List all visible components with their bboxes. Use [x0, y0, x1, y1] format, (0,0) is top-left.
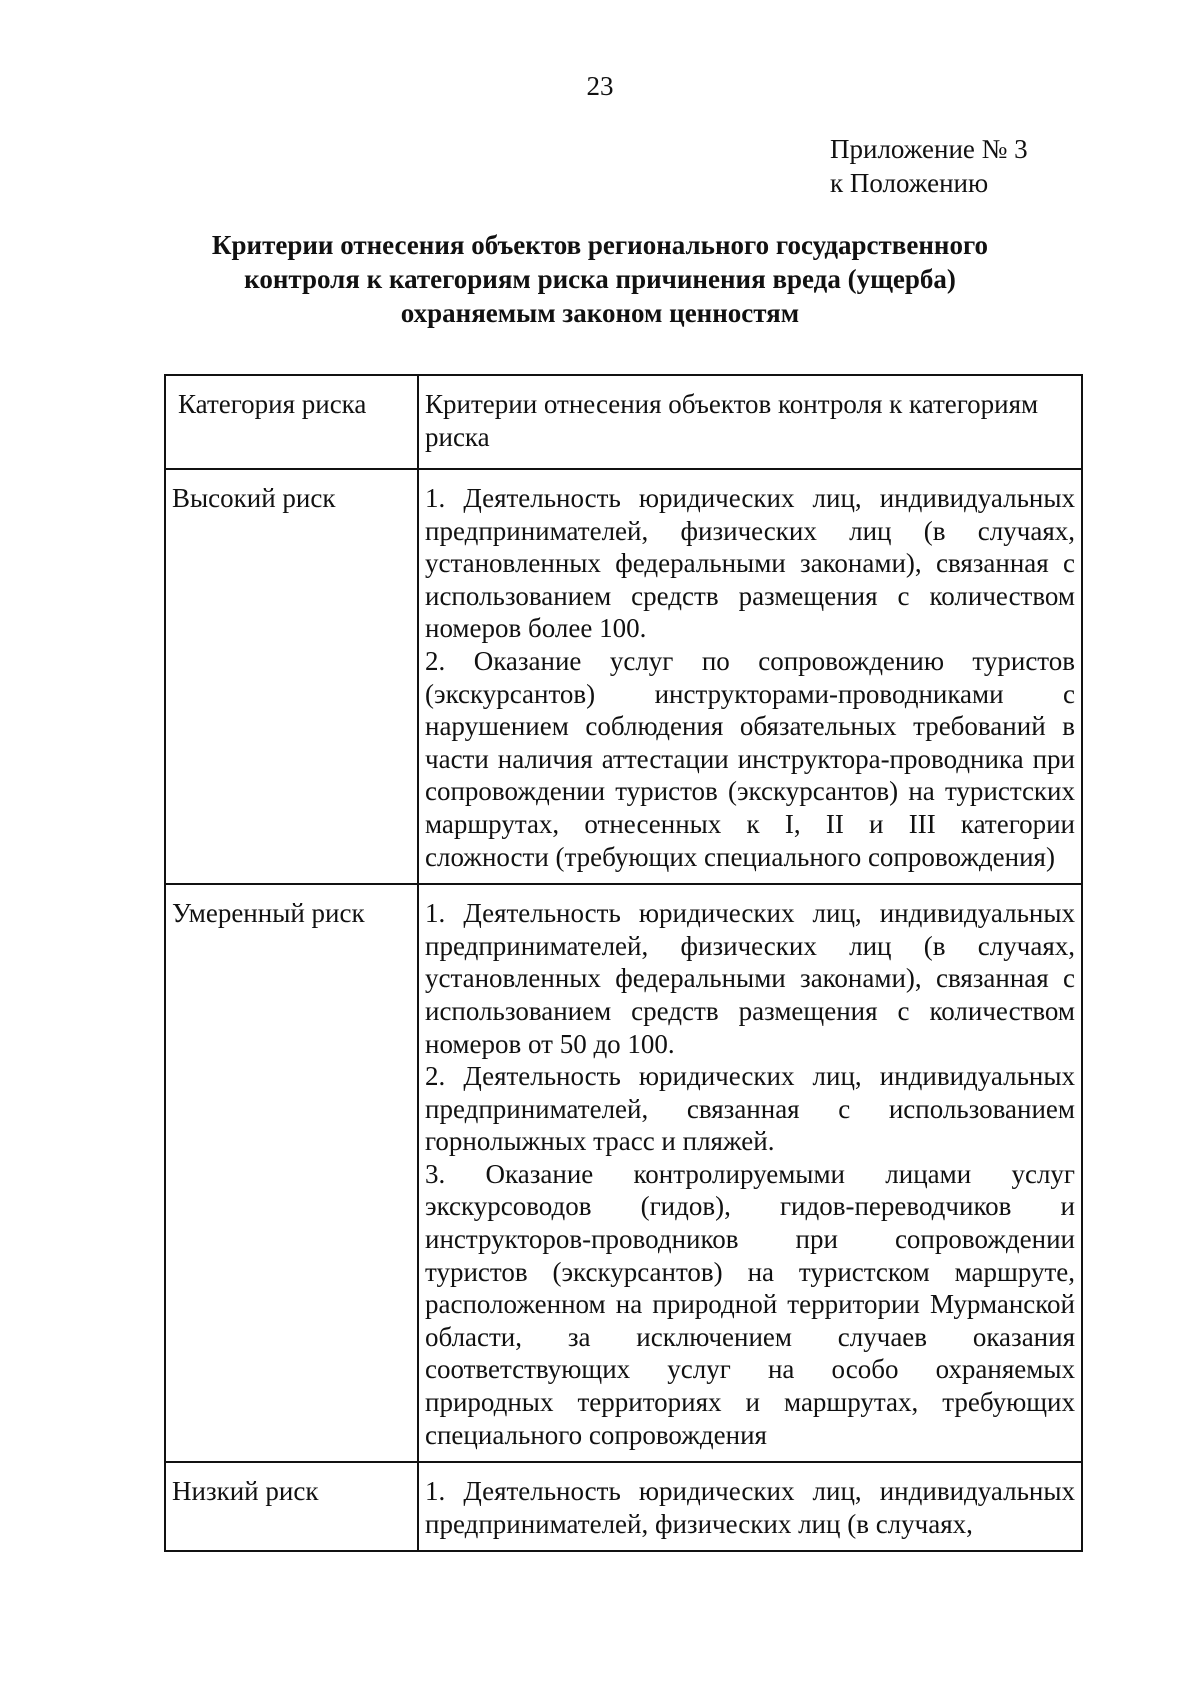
criteria-item: 3. Оказание контролируемыми лицами услуг экскурсоводов (гидов), гидов-переводчиков и инструкторов-проводников при сопровождении туристов (экскурсантов) на туристском маршруте, расположенном на природной территории Мурманской области, за исключением случаев оказания соответствующих услуг на особо охраняемых природных территориях и маршрутах, требующих специального сопровождения	[425, 1158, 1075, 1450]
table-row-low-risk	[165, 1462, 1082, 1551]
table-row-moderate-risk	[165, 884, 1082, 1462]
risk-criteria-table	[164, 374, 1083, 1552]
criteria-item: 1. Деятельность юридических лиц, индивидуальных предпринимателей, физических лиц (в случаях,	[425, 1476, 1075, 1539]
title-line-2: контроля к категориям риска причинения вреда (ущерба)	[244, 264, 956, 294]
category-low-risk: Низкий риск	[165, 1462, 418, 1551]
document-title	[0, 228, 1200, 330]
page-number: 23	[586, 71, 614, 101]
header-criteria: Критерии отнесения объектов контроля к категориям риска	[418, 375, 1082, 469]
criteria-item: 1. Деятельность юридических лиц, индивидуальных предпринимателей, физических лиц (в случаях, установленных федеральными законами), связанная с использованием средств размещения с количеством номеров более 100.	[425, 483, 1075, 644]
category-moderate-risk: Умеренный риск	[165, 884, 418, 1462]
title-line-3: охраняемым законом ценностям	[400, 298, 800, 328]
category-high-risk: Высокий риск	[165, 469, 418, 884]
criteria-high-risk	[418, 469, 1082, 884]
criteria-low-risk	[418, 1462, 1082, 1551]
criteria-item: 1. Деятельность юридических лиц, индивидуальных предпринимателей, физических лиц (в случаях, установленных федеральными законами), связанная с использованием средств размещения с количеством номеров от 50 до 100.	[425, 898, 1075, 1059]
table-header-row	[165, 375, 1082, 469]
criteria-item: 2. Оказание услуг по сопровождению туристов (экскурсантов) инструкторами-проводниками с нарушением соблюдения обязательных требований в части наличия аттестации инструктора-проводника при сопровождении туристов (экскурсантов) на туристских маршрутах, отнесенных к I, II и III категории сложности (требующих специального сопровождения)	[425, 645, 1075, 872]
appendix-line-1: Приложение № 3	[830, 134, 1028, 164]
criteria-moderate-risk	[418, 884, 1082, 1462]
table-row-high-risk	[165, 469, 1082, 884]
criteria-item: 2. Деятельность юридических лиц, индивидуальных предпринимателей, связанная с использованием горнолыжных трасс и пляжей.	[425, 1061, 1075, 1157]
header-category: Категория риска	[165, 375, 418, 469]
title-line-1: Критерии отнесения объектов регионального государственного	[211, 230, 989, 260]
appendix-reference	[830, 132, 1028, 200]
appendix-line-2: к Положению	[830, 168, 989, 198]
